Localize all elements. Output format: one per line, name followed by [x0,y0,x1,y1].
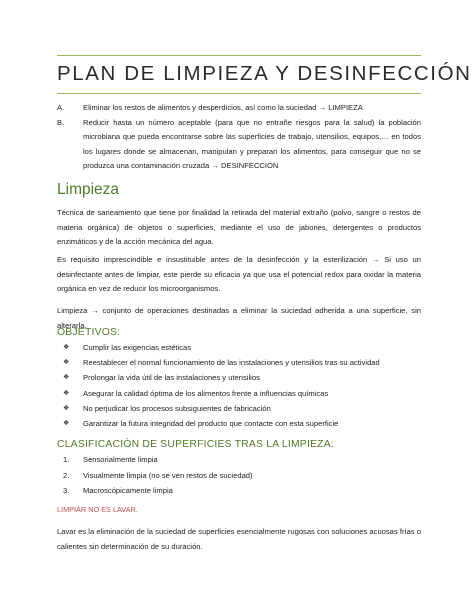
list-item-text: Cumplir las exigencias estéticas [83,343,192,352]
title-bottom-rule [57,93,421,94]
diamond-bullet-icon: ❖ [63,359,70,367]
list-item [57,101,421,116]
section-heading-limpieza: Limpieza [57,181,120,198]
list-item [63,340,423,355]
limpieza-paragraph-3: Limpieza → conjunto de operaciones destinadas a eliminar la suciedad adherida a una superficie, sin alterarla. [57,306,421,330]
objetivos-list [63,340,423,431]
limpieza-paragraph-2: Es requisito imprescindible e insustituible antes de la desinfección y la esterilización → Si uso un desinfectante antes de limpiar, este pierde su eficacia ya que usa el potencial redox para oxidar la materia orgánica en vez de reducir los microorganismos. [57,255,421,294]
list-item-text: Reducir hasta un número aceptable (para que no entrañe riesgos para la salud) la población microbiana que pueda encontrarse sobre las superficies de trabajo, utensilios, equipos,… en todos los lugares donde se almacenan, manipulan y preparan los alimentos, para conseguir que no se produzca una contaminación cruzada → DESINFECCIÓN [83,117,421,171]
list-item-text: Visualmente limpia (no se ven restos de suciedad) [83,470,253,480]
title-top-rule [57,55,421,56]
intro-list [57,101,421,174]
list-marker: 2. [63,470,70,480]
list-marker: A. [57,103,65,112]
list-marker: B. [57,117,65,127]
list-item-text: No perjudicar los procesos subsiguientes de fabricación [83,403,271,413]
list-item [63,452,423,468]
page-title: PLAN DE LIMPIEZA Y DESINFECCIÓN [57,62,472,85]
limpieza-paragraph-1: Técnica de saneamiento que tiene por finalidad la retirada del material extraño (polvo, sangre o restos de materia orgánica) de objetos o superficies, mediante el uso de jabones, detergentes o productos enzimáticos y de la acción mecánica del agua. [57,208,421,247]
list-item-text: Asegurar la calidad óptima de los alimentos frente a influencias químicas [83,388,329,398]
diamond-bullet-icon: ❖ [63,389,70,397]
clasificacion-list [63,452,423,499]
list-item [63,370,423,385]
list-marker: 3. [63,486,70,495]
list-item [63,416,423,431]
list-item [63,355,423,370]
list-item-text: Sensorialmente limpia [83,455,158,464]
list-item-text: Reestablecer el normal funcionamiento de las instalaciones y utensilios tras su actividad [83,358,380,368]
list-item-text: Prolongar la vida útil de las instalaciones y utensilios [83,373,260,383]
list-item-text: Macroscópicamente limpia [83,486,173,495]
list-item-text: Eliminar los restos de alimentos y desperdicios, así como la suciedad → LIMPIEZA [83,103,363,112]
list-marker: 1. [63,455,70,464]
lavar-heading: LIMPIAR NO ES LAVAR. [57,505,138,514]
diamond-bullet-icon: ❖ [63,420,70,428]
list-item-text: Garantizar la futura integridad del producto que contacte con esta superficie [83,419,339,429]
lavar-paragraph: Lavar es la eliminación de la suciedad de superficies esencialmente rugosas con soluciones acuosas frías o calientes sin determinación de su duración. [57,527,421,551]
diamond-bullet-icon: ❖ [63,374,70,382]
list-item [63,468,423,484]
objetivos-heading: OBJETIVOS: [57,327,121,338]
diamond-bullet-icon: ❖ [63,404,70,412]
list-item [63,386,423,401]
clasificacion-heading: CLASIFICACIÓN DE SUPERFICIES TRAS LA LIMPIEZA: [57,439,334,450]
list-item [57,116,421,174]
list-item [63,401,423,416]
list-item [63,483,423,499]
diamond-bullet-icon: ❖ [63,344,70,351]
